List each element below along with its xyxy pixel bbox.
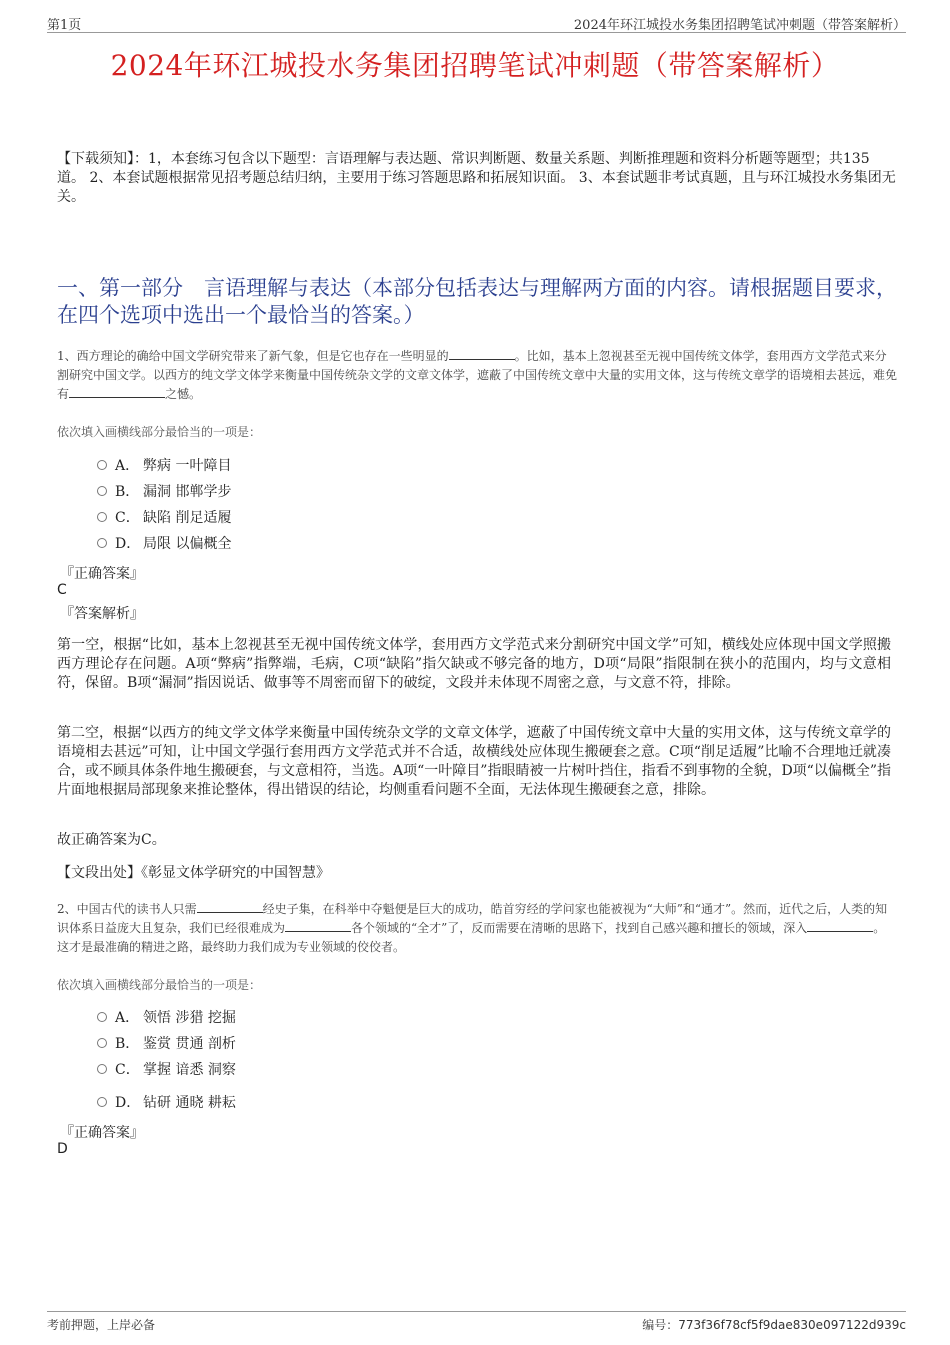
radio-icon[interactable] (97, 1038, 107, 1048)
radio-icon[interactable] (97, 1012, 107, 1022)
q2-option-a[interactable]: A． 领悟 涉猎 挖掘 (97, 1008, 236, 1028)
radio-icon[interactable] (97, 512, 107, 522)
q1-analysis-paragraph: 第二空，根据“以西方的纯文学文体学来衡量中国传统杂文学的文章文体学，遮蔽了中国传统文章中大量的实用文体，这与传统文章学的语境相去甚远”可知，让中国文学强行套用西方文学范式并不合适，故横线处应体现生搬硬套之意。C项“削足适履”比喻不合理地迁就凑合，或不顾具体条件地生搬硬套，与文意相符，当选。A项“一叶障目”指眼睛被一片树叶挡住，指看不到事物的全貌，D项“以偏概全”指片面地根据局部现象来推论整体，得出错误的结论，均侧重看问题不全面，无法体现生搬硬套之意，排除。 (57, 725, 891, 798)
q1-option-d[interactable]: D． 局限 以偏概全 (97, 534, 231, 554)
question-1-prompt: 依次填入画横线部分最恰当的一项是： (57, 425, 262, 439)
blank-line (807, 919, 873, 932)
q1-answer-label: 『正确答案』 (60, 566, 144, 582)
radio-icon[interactable] (97, 1097, 107, 1107)
q2-option-d[interactable]: D． 钻研 通晓 耕耘 (97, 1093, 236, 1113)
header-doc-title: 2024年环江城投水务集团招聘笔试冲刺题（带答案解析） (573, 18, 906, 33)
radio-icon[interactable] (97, 1064, 107, 1074)
blank-line (197, 900, 263, 913)
q1-option-a[interactable]: A． 弊病 一叶障目 (97, 456, 231, 476)
q1-analysis-conclusion: 故正确答案为C。 (57, 832, 166, 848)
question-2-prompt: 依次填入画横线部分最恰当的一项是： (57, 978, 262, 992)
page-header (47, 12, 906, 33)
q1-option-b[interactable]: B． 漏洞 邯郸学步 (97, 482, 231, 502)
q2-option-b[interactable]: B． 鉴赏 贯通 剖析 (97, 1034, 236, 1054)
radio-icon[interactable] (97, 538, 107, 548)
blank-line (285, 919, 351, 932)
page-title: 2024年环江城投水务集团招聘笔试冲刺题（带答案解析） (110, 49, 840, 82)
download-notice: 【下载须知】：1，本套练习包含以下题型：言语理解与表达题、常识判断题、数量关系题、判断推理题和资料分析题等题型；共135道。 2、本套试题根据常见招考题总结归纳，主要用于练习答题思路和拓展知识面。 3、本套试题非考试真题，且与环江城投水务集团无关。 (57, 151, 896, 205)
q1-analysis-label: 『答案解析』 (60, 606, 144, 622)
q1-answer: C (57, 582, 67, 598)
blank-line (449, 347, 515, 360)
q2-answer: D (57, 1141, 68, 1157)
page-number: 第1页 (47, 18, 82, 33)
page-footer (47, 1311, 906, 1332)
radio-icon[interactable] (97, 486, 107, 496)
footer-code: 编号：773f36f78cf5f9dae830e097122d939c (642, 1318, 906, 1332)
radio-icon[interactable] (97, 460, 107, 470)
q1-analysis-paragraph: 第一空，根据“比如，基本上忽视甚至无视中国传统文体学，套用西方文学范式来分割研究中国文学”可知，横线处应体现中国文学照搬西方理论存在问题。A项“弊病”指弊端，毛病，C项“缺陷”指欠缺或不够完备的地方，D项“局限”指限制在狭小的范围内，均与文意相符，保留。B项“漏洞”指因说话、做事等不周密而留下的破绽，文段并未体现不周密之意，与文意不符，排除。 (57, 637, 891, 691)
q1-option-c[interactable]: C． 缺陷 削足适履 (97, 508, 231, 528)
q2-option-c[interactable]: C． 掌握 谙悉 洞察 (97, 1060, 236, 1080)
section-heading: 一、第一部分 言语理解与表达（本部分包括表达与理解两方面的内容。请根据题目要求，在四个选项中选出一个最恰当的答案。） (57, 276, 897, 327)
question-2-text: 2、中国古代的读书人只需 经史子集，在科举中夺魁便是巨大的成功，皓首穷经的学问家也能被视为“大师”和“通才”。然而，近代之后，人类的知识体系日益庞大且复杂，我们已经很难成为 各个领域的“全才”了，反而需要在清晰的思路下，找到自己感兴趣和擅长的领域，深入 。这才是最准确的精进之路，最终助力我们成为专业领域的佼佼者。 (57, 902, 888, 954)
q1-source: 【文段出处】《彰显文体学研究的中国智慧》 (57, 865, 330, 881)
footer-slogan: 考前押题，上岸必备 (47, 1318, 156, 1332)
blank-line (69, 385, 165, 398)
question-1-text: 1、西方理论的确给中国文学研究带来了新气象，但是它也存在一些明显的 。比如，基本上忽视甚至无视中国传统文体学，套用西方文学范式来分割研究中国文学。以西方的纯文学文体学来衡量中国传统杂文学的文章文体学，遮蔽了中国传统文章中大量的实用文体，这与传统文章学的语境相去甚远，难免有 之憾。 (57, 349, 898, 401)
q2-answer-label: 『正确答案』 (60, 1125, 144, 1141)
